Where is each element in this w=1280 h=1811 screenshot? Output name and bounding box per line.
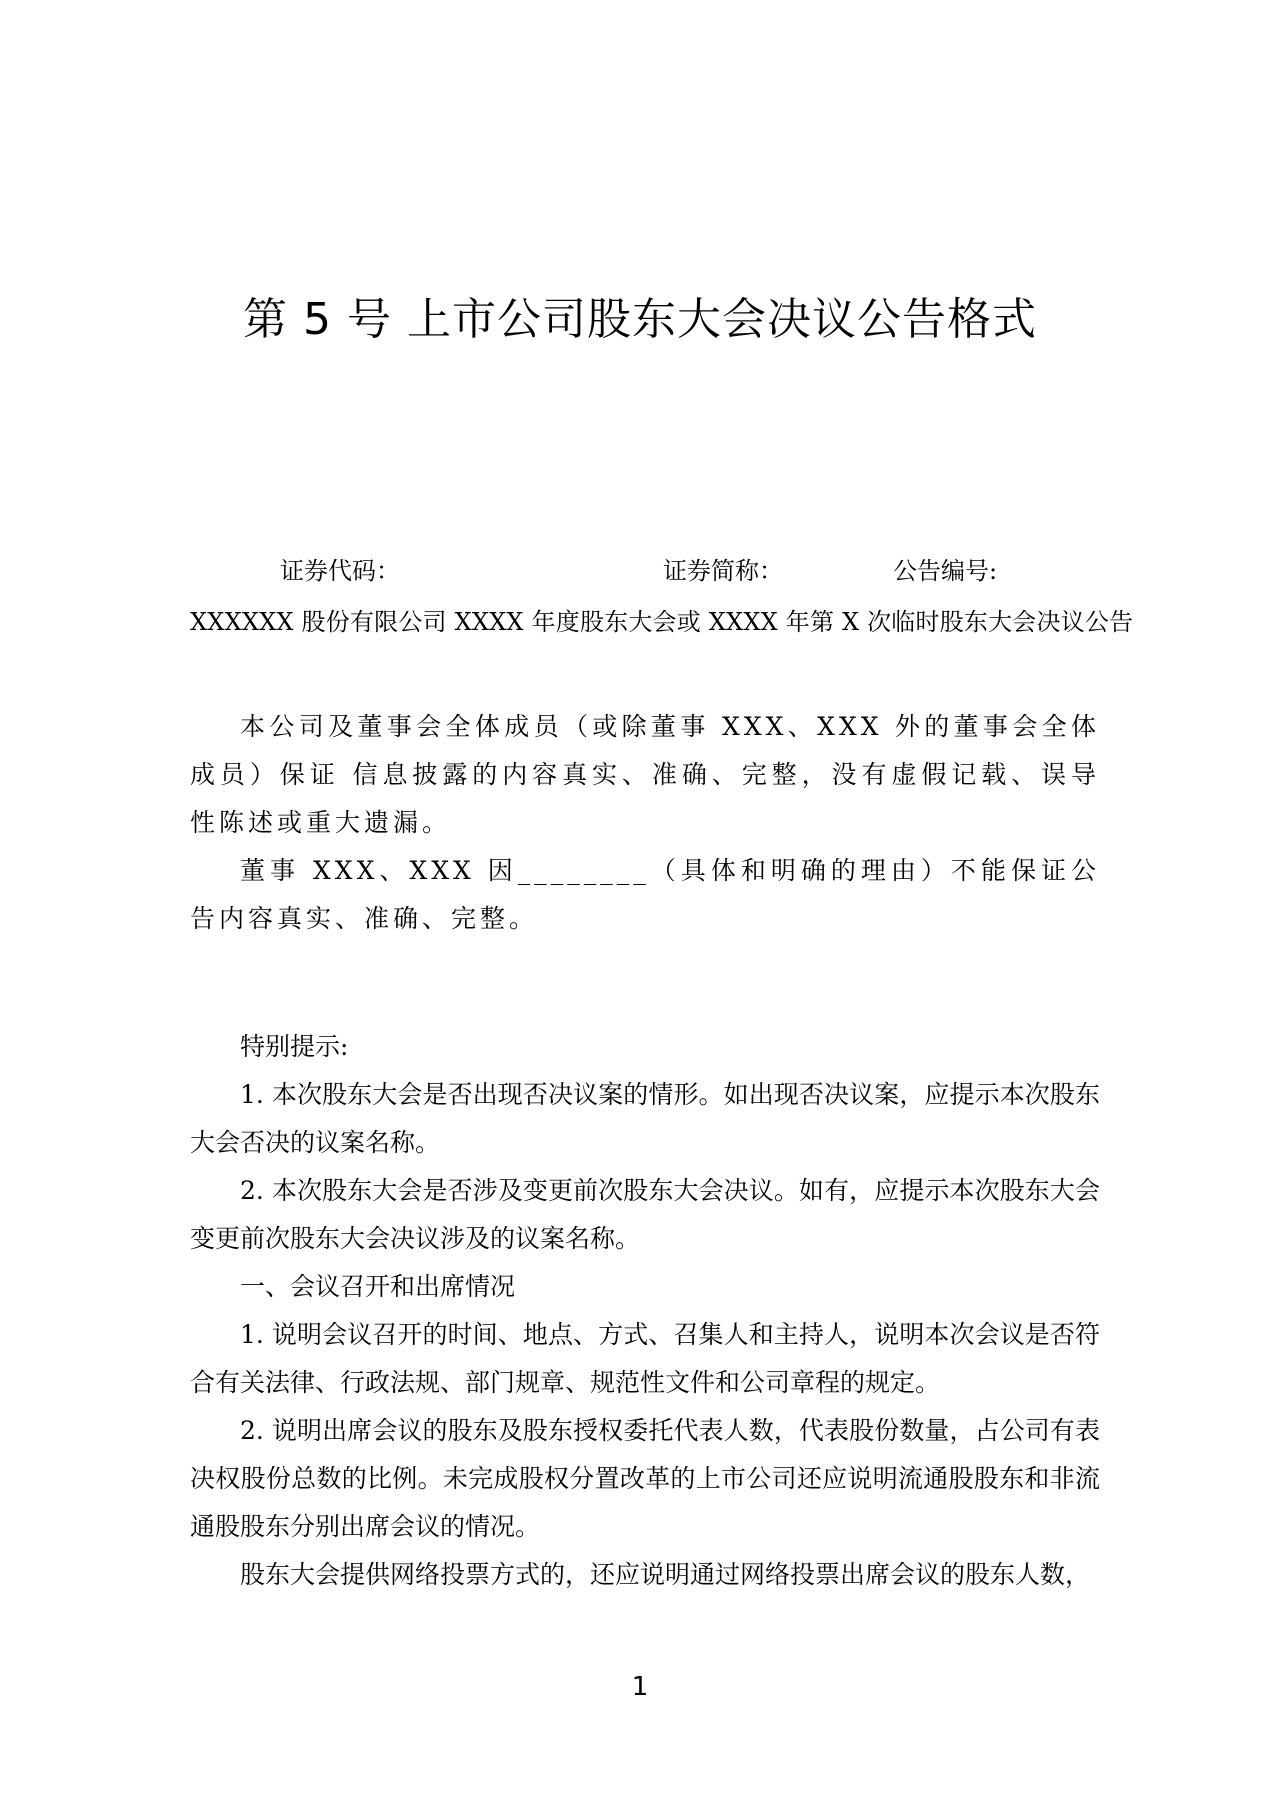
document-title: 第 5 号 上市公司股东大会决议公告格式	[243, 294, 1037, 345]
page-number: 1	[631, 1672, 649, 1702]
announcement-number-label: 公告编号:	[893, 557, 998, 585]
special-notice-item-1: 1. 本次股东大会是否出现否决议案的情形。如出现否决议案，应提示本次股东大会否决的议案名称。	[190, 1080, 1100, 1157]
special-notice-heading: 特别提示:	[240, 1032, 349, 1061]
announcement-subtitle: XXXXXX 股份有限公司 XXXX 年度股东大会或 XXXX 年第 X 次临时股东大会决议公告	[190, 608, 1134, 636]
section-spacer	[190, 943, 1100, 1023]
meeting-item-2: 2. 说明出席会议的股东及股东授权委托代表人数，代表股份数量，占公司有表决权股份总数的比例。未完成股权分置改革的上市公司还应说明流通股股东和非流通股股东分别出席会议的情况。	[190, 1416, 1100, 1541]
security-code-label: 证券代码：	[280, 557, 400, 585]
meeting-item-1: 1. 说明会议召开的时间、地点、方式、召集人和主持人，说明本次会议是否符合有关法律、行政法规、部门规章、规范性文件和公司章程的规定。	[190, 1320, 1100, 1397]
section-heading-meeting: 一、会议召开和出席情况	[240, 1272, 516, 1301]
board-guarantee-statement: 本公司及董事会全体成员（或除董事 XXX、XXX 外的董事会全体成员）保证 信息披露的内容真实、准确、完整，没有虚假记载、误导性陈述或重大遗漏。	[190, 712, 1100, 837]
director-exception-statement: 董事 XXX、XXX 因________（具体和明确的理由）不能保证公告内容真实、准确、完整。	[190, 856, 1100, 933]
document-body	[190, 703, 1100, 1599]
meeting-network-vote-paragraph: 股东大会提供网络投票方式的，还应说明通过网络投票出席会议的股东人数，	[240, 1560, 1091, 1589]
security-abbreviation-label: 证券简称：	[663, 557, 783, 585]
special-notice-item-2: 2. 本次股东大会是否涉及变更前次股东大会决议。如有，应提示本次股东大会变更前次股东大会决议涉及的议案名称。	[190, 1176, 1100, 1253]
